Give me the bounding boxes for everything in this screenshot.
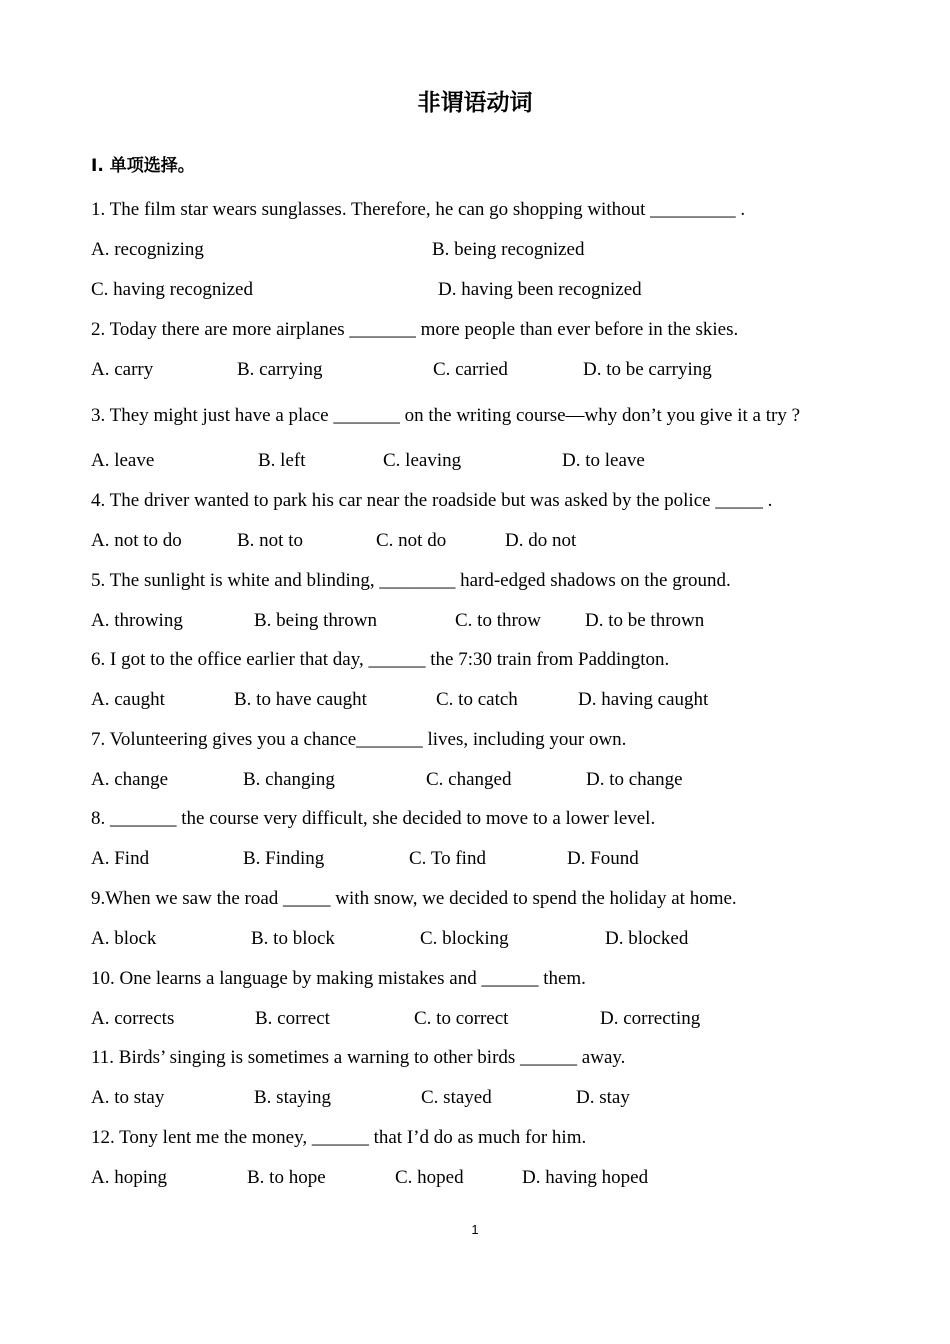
- option-c: C. to throw: [455, 610, 542, 631]
- option-c: C. not do: [376, 530, 447, 551]
- option-b: B. changing: [243, 769, 335, 790]
- option-d: D. correcting: [600, 1008, 701, 1029]
- option-b: B. staying: [254, 1087, 332, 1108]
- question-stem: 8. _______ the course very difficult, she decided to move to a lower level.: [91, 808, 656, 829]
- option-b: B. correct: [255, 1008, 330, 1029]
- option-a: A. recognizing: [91, 239, 204, 260]
- question-stem: 6. I got to the office earlier that day, ______ the 7:30 train from Paddington.: [91, 649, 670, 670]
- option-b: B. not to: [237, 530, 303, 551]
- option-a: A. caught: [91, 689, 165, 710]
- option-c: C. to correct: [414, 1008, 509, 1029]
- section-heading: I. 单项选择。: [91, 156, 195, 176]
- option-d: D. to leave: [562, 450, 645, 471]
- option-a: A. to stay: [91, 1087, 165, 1108]
- question-stem: 10. One learns a language by making mistakes and ______ them.: [91, 968, 586, 989]
- option-c: C. to catch: [436, 689, 518, 710]
- option-b: B. being thrown: [254, 610, 377, 631]
- option-d: D. Found: [567, 848, 639, 869]
- question-stem: 2. Today there are more airplanes _______ more people than ever before in the skies.: [91, 319, 739, 340]
- question-stem: 4. The driver wanted to park his car near the roadside but was asked by the police _____ .: [91, 490, 773, 511]
- option-c: C. To find: [409, 848, 486, 869]
- option-a: A. throwing: [91, 610, 183, 631]
- page-title: 非谓语动词: [417, 90, 533, 116]
- option-c: C. hoped: [395, 1167, 464, 1188]
- option-a: A. not to do: [91, 530, 182, 551]
- option-a: A. Find: [91, 848, 150, 869]
- option-b: B. left: [258, 450, 306, 471]
- option-d: D. to be thrown: [585, 610, 705, 631]
- option-b: B. being recognized: [432, 239, 585, 260]
- option-a: A. carry: [91, 359, 154, 380]
- option-d: D. to be carrying: [583, 359, 712, 380]
- option-b: B. Finding: [243, 848, 325, 869]
- option-a: A. hoping: [91, 1167, 167, 1188]
- option-d: D. having been recognized: [438, 279, 642, 300]
- option-d: D. having caught: [578, 689, 709, 710]
- option-c: C. stayed: [421, 1087, 492, 1108]
- option-b: B. to have caught: [234, 689, 367, 710]
- question-stem: 12. Tony lent me the money, ______ that I’d do as much for him.: [91, 1127, 587, 1148]
- question-stem: 1. The film star wears sunglasses. Therefore, he can go shopping without _________ .: [91, 199, 746, 220]
- option-a: A. block: [91, 928, 157, 949]
- question-stem: 3. They might just have a place _______ on the writing course—why don’t you give it a try ?: [91, 405, 801, 426]
- option-a: A. leave: [91, 450, 155, 471]
- page-number: 1: [471, 1222, 479, 1237]
- option-b: B. to block: [251, 928, 335, 949]
- option-d: D. to change: [586, 769, 683, 790]
- question-stem: 7. Volunteering gives you a chance_______ lives, including your own.: [91, 729, 627, 750]
- option-a: A. change: [91, 769, 169, 790]
- option-c: C. blocking: [420, 928, 509, 949]
- question-stem: 5. The sunlight is white and blinding, ________ hard-edged shadows on the ground.: [91, 570, 731, 591]
- option-b: B. to hope: [247, 1167, 326, 1188]
- option-d: D. do not: [505, 530, 577, 551]
- option-d: D. blocked: [605, 928, 689, 949]
- question-stem: 11. Birds’ singing is sometimes a warning to other birds ______ away.: [91, 1047, 626, 1068]
- option-d: D. having hoped: [522, 1167, 649, 1188]
- option-c: C. changed: [426, 769, 512, 790]
- option-b: B. carrying: [237, 359, 323, 380]
- option-d: D. stay: [576, 1087, 630, 1108]
- question-stem: 9.When we saw the road _____ with snow, we decided to spend the holiday at home.: [91, 888, 737, 909]
- option-c: C. having recognized: [91, 279, 253, 300]
- option-c: C. carried: [433, 359, 508, 380]
- option-a: A. corrects: [91, 1008, 175, 1029]
- option-c: C. leaving: [383, 450, 462, 471]
